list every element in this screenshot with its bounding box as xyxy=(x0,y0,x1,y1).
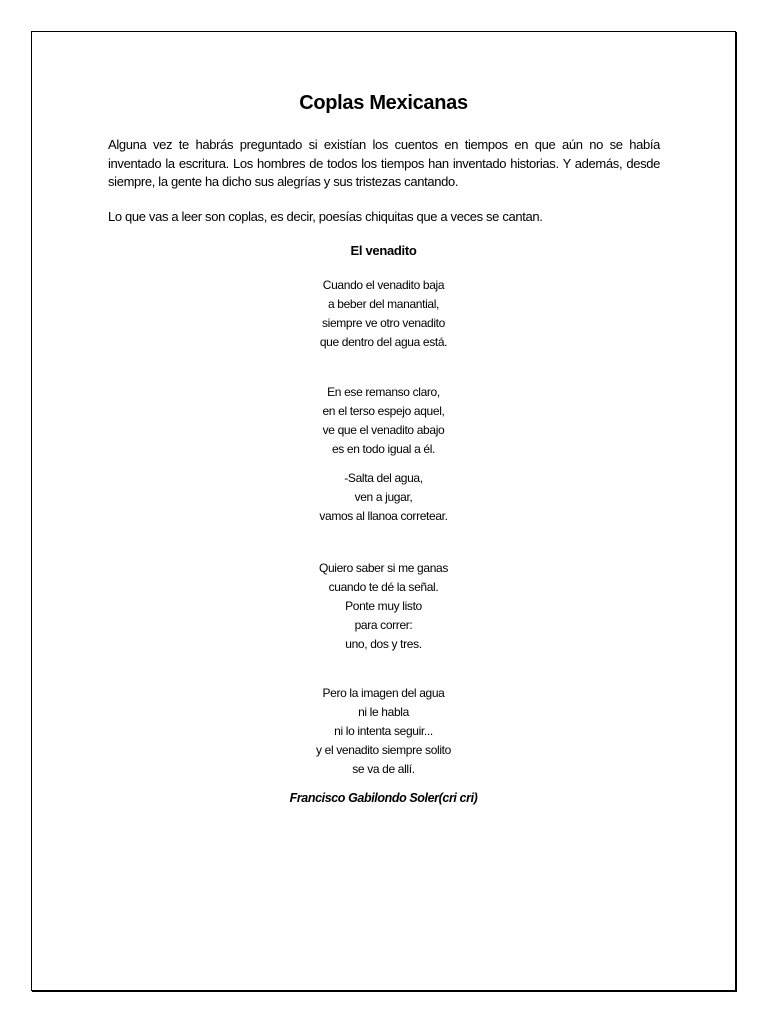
page-title: Coplas Mexicanas xyxy=(299,92,468,114)
poem-line: Quiero saber si me ganas xyxy=(318,561,448,575)
poem-line: -Salta del agua, xyxy=(344,471,423,485)
poem-line: En ese remanso claro, xyxy=(327,385,440,399)
poem-line: uno, dos y tres. xyxy=(345,637,422,651)
poem-line: vamos al llanoa corretear. xyxy=(319,509,448,523)
poem-line: en el terso espejo aquel, xyxy=(322,404,445,418)
poem-line: para correr: xyxy=(354,618,413,632)
poem-line: ni le habla xyxy=(358,705,409,719)
poem-title: El venadito xyxy=(350,243,417,258)
poem-stanza-2 xyxy=(32,383,735,459)
document-page xyxy=(31,31,736,991)
poem-line: a beber del manantial, xyxy=(327,297,440,311)
poem-line: y el venadito siempre solito xyxy=(316,743,451,757)
poem-stanza-3 xyxy=(32,469,735,526)
poem-stanza-5 xyxy=(32,684,735,779)
poem-line: cuando te dé la señal. xyxy=(328,580,439,594)
poem-line: ve que el venadito abajo xyxy=(322,423,445,437)
poem-line: ven a jugar, xyxy=(354,490,413,504)
poem-line: ni lo intenta seguir... xyxy=(334,724,433,738)
poem-stanza-1 xyxy=(32,276,735,352)
poem-line: Pero la imagen del agua xyxy=(322,686,445,700)
intro-paragraph-2: Lo que vas a leer son coplas, es decir, poesías chiquitas que a veces se cantan. xyxy=(108,209,543,224)
poem-line: que dentro del agua está. xyxy=(319,335,448,349)
poem-line: Ponte muy listo xyxy=(345,599,422,613)
poem-line: se va de allí. xyxy=(352,762,415,776)
poem-line: es en todo igual a él. xyxy=(331,442,436,456)
intro-paragraph-1: Alguna vez te habrás preguntado si existían los cuentos en tiempos en que aún no se había inventado la escritura. Los hombres de todos los tiempos han inventado historias. Y además, desde siempre, la gente ha dicho sus alegrías y sus tristezas cantando. xyxy=(108,137,660,189)
poem-line: Cuando el venadito baja xyxy=(322,278,445,292)
poem-stanza-4 xyxy=(32,559,735,654)
poem-line: siempre ve otro venadito xyxy=(321,316,445,330)
poem-author: Francisco Gabilondo Soler(cri cri) xyxy=(289,791,478,805)
